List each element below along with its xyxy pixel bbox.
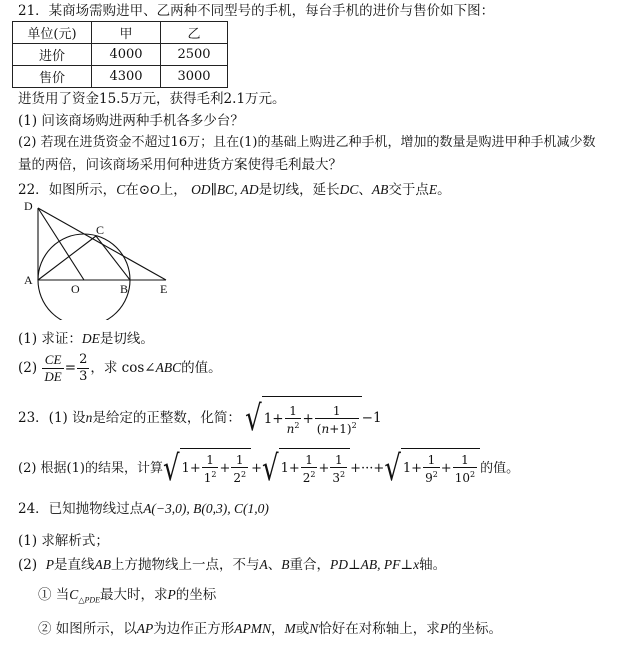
table-header-cell: 甲 xyxy=(92,22,161,44)
fraction-2-3 xyxy=(77,352,89,385)
label-e: E xyxy=(160,282,168,296)
sqrt-expression xyxy=(245,396,362,441)
var-p: P xyxy=(439,621,449,636)
q24-sub1 xyxy=(38,586,216,610)
q24-sub2-text: 或 xyxy=(295,621,310,637)
q22-num: 22． xyxy=(18,182,49,198)
var-od: OD xyxy=(191,182,211,197)
frac-num: 2 xyxy=(79,352,88,367)
label-b: B xyxy=(120,282,129,296)
var-de: DE xyxy=(81,331,100,346)
q24-stem xyxy=(18,500,269,518)
var-c: C xyxy=(69,587,79,602)
q23-p1-tail: −1 xyxy=(361,410,382,426)
q24-sub1-text: ① 当 xyxy=(38,587,70,603)
price-table xyxy=(12,21,228,88)
q23-part1 xyxy=(18,396,382,441)
q21-part2-line1: (2) 若现在进货资金不超过16万；且在(1)的基础上购进乙种手机，增加的数量是购进甲种手机减少数 xyxy=(18,135,596,150)
q23-p1-prefix: 23．(1) 设 xyxy=(18,410,86,426)
var-o: O xyxy=(150,182,160,197)
segment-ac xyxy=(38,236,96,280)
q24-text: 重合， xyxy=(289,557,330,573)
q21-part1: (1) 问该商场购进两种手机各多少台？ xyxy=(18,113,244,129)
q22-p2-text: ，求 cos∠ xyxy=(90,360,156,376)
fraction-ce-de xyxy=(42,352,63,385)
table-cell: 4000 xyxy=(92,44,161,66)
var-p: P xyxy=(45,557,54,572)
q22-text: 在⊙ xyxy=(125,182,151,198)
q23-p2-prefix: (2) 根据(1)的结果，计算 xyxy=(18,461,163,476)
equals: = xyxy=(64,360,77,376)
q22-text: 是切线，延长 xyxy=(258,182,340,198)
var-c: C xyxy=(116,182,126,197)
table-cell: 售价 xyxy=(13,66,92,88)
frac-den: 3 xyxy=(79,369,88,384)
var-ab: AB xyxy=(94,557,111,572)
table-row xyxy=(13,44,228,66)
q22-p1-suffix: 是切线。 xyxy=(99,331,154,347)
label-c: C xyxy=(96,223,105,237)
table-cell: 4300 xyxy=(92,66,161,88)
table-header-cell: 乙 xyxy=(161,22,228,44)
q23-dots: +···+ xyxy=(350,461,385,476)
sqrt-term-last: √ 1+ $\frac{1}{9^2}$ + $\frac{1}{10^2}$ xyxy=(384,448,480,489)
q24-stem-text: 24．已知抛物线过点 xyxy=(18,501,144,517)
q23-p2-suffix: 的值。 xyxy=(480,461,520,476)
var-a: A xyxy=(259,557,268,572)
q24-sub2 xyxy=(38,620,502,638)
q22-text: 交于点 xyxy=(388,182,429,198)
sqrt-term-2: √ 1+ $\frac{1}{2^2}$ + $\frac{1}{3^2}$ xyxy=(262,448,350,489)
radical-sign: √ xyxy=(245,398,262,439)
radicand: 1+ $\frac{1}{n^2}$ + $\frac{1}{(n+1)^2}$ xyxy=(262,396,362,441)
q24-text: 轴。 xyxy=(419,557,447,573)
subscript-pde: △PDE xyxy=(78,595,101,605)
q24-sub1-text: 最大时，求 xyxy=(100,587,168,603)
q24-text: 、 xyxy=(267,557,282,573)
q23-part2: (2) 根据(1)的结果，计算√ 1+ $\frac{1}{1^2}$ + $\frac{1}{2^2}$ +√ 1+ $\frac{1}{2^2}$ + $\frac{1}{3^2}$ +···+√ 1+ $\frac{1}{9^2}$ + $\frac{1}{10^2}$ 的值。 xyxy=(18,448,520,489)
q23-p1-mid: 是给定的正整数，化简： xyxy=(92,410,241,426)
var-p: P xyxy=(167,587,176,602)
geometry-figure xyxy=(14,200,204,320)
sqrt-term-1: √ 1+ $\frac{1}{1^2}$ + $\frac{1}{2^2}$ xyxy=(163,448,251,489)
var-n: n xyxy=(85,410,93,425)
label-a: A xyxy=(24,273,33,287)
q24-p2-prefix: (2) xyxy=(18,557,38,573)
q22-text: 如图所示， xyxy=(48,182,117,198)
q22-text: 。 xyxy=(437,182,451,198)
frac-den: DE xyxy=(44,369,62,384)
circle-o xyxy=(38,234,130,320)
q24-text: 是直线 xyxy=(53,557,95,573)
q22-p2-prefix: (2) xyxy=(18,360,38,376)
label-o: O xyxy=(71,282,80,296)
var-ab: AB xyxy=(371,182,389,197)
q24-sub2-text: ② 如图所示，以 xyxy=(38,621,137,637)
var-apmn: APMN xyxy=(234,621,272,636)
q24-part1: (1) 求解析式； xyxy=(18,533,109,549)
q22-part2 xyxy=(18,350,222,386)
q24-part2 xyxy=(18,556,446,574)
q21-info: 进货用了资金15.5万元，获得毛利2.1万元。 xyxy=(18,91,286,107)
q22-p1-prefix: (1) 求证： xyxy=(18,331,82,347)
q24-sub1-text: 的坐标 xyxy=(175,587,217,603)
label-d: D xyxy=(24,200,33,213)
var-m: M xyxy=(284,621,296,636)
q24-sub2-text: 的坐标。 xyxy=(448,621,503,637)
q24-condition: PD⊥AB, PF⊥x xyxy=(329,557,420,572)
q21-part2-line2: 量的两倍，问该商场采用何种进货方案使得毛利最大？ xyxy=(18,157,342,173)
var-n: N xyxy=(309,621,319,636)
parallel-symbol: ∥ xyxy=(210,182,217,198)
var-abc: ABC xyxy=(155,360,182,375)
q24-sub2-text: 为边作正方形 xyxy=(153,621,235,637)
q24-sub2-text: ， xyxy=(271,621,285,637)
table-cell: 3000 xyxy=(161,66,228,88)
q24-sub2-text: 恰好在对称轴上，求 xyxy=(318,621,440,637)
table-header-cell: 单位(元) xyxy=(13,22,92,44)
table-cell: 进价 xyxy=(13,44,92,66)
table-cell: 2500 xyxy=(161,44,228,66)
q24-points: A(−3,0), B(0,3), C(1,0) xyxy=(143,501,269,516)
var-b: B xyxy=(281,557,290,572)
table-row xyxy=(13,66,228,88)
q22-text: 上， xyxy=(159,182,187,198)
table-row xyxy=(13,22,228,44)
q22-text: 、 xyxy=(358,182,372,198)
var-ap: AP xyxy=(136,621,154,636)
q24-text: 上方抛物线上一点，不与 xyxy=(110,557,260,573)
segment-od xyxy=(38,208,84,280)
frac-num: CE xyxy=(42,352,63,369)
q22-p2-text: 的值。 xyxy=(181,360,222,376)
var-e: E xyxy=(428,182,438,197)
q21-stem: 21．某商场需购进甲、乙两种不同型号的手机，每台手机的进价与售价如下图： xyxy=(18,3,495,19)
var-bc-ad: BC, AD xyxy=(216,182,259,197)
var-dc: DC xyxy=(339,182,359,197)
q22-stem xyxy=(18,181,451,199)
q22-part1 xyxy=(18,330,154,348)
